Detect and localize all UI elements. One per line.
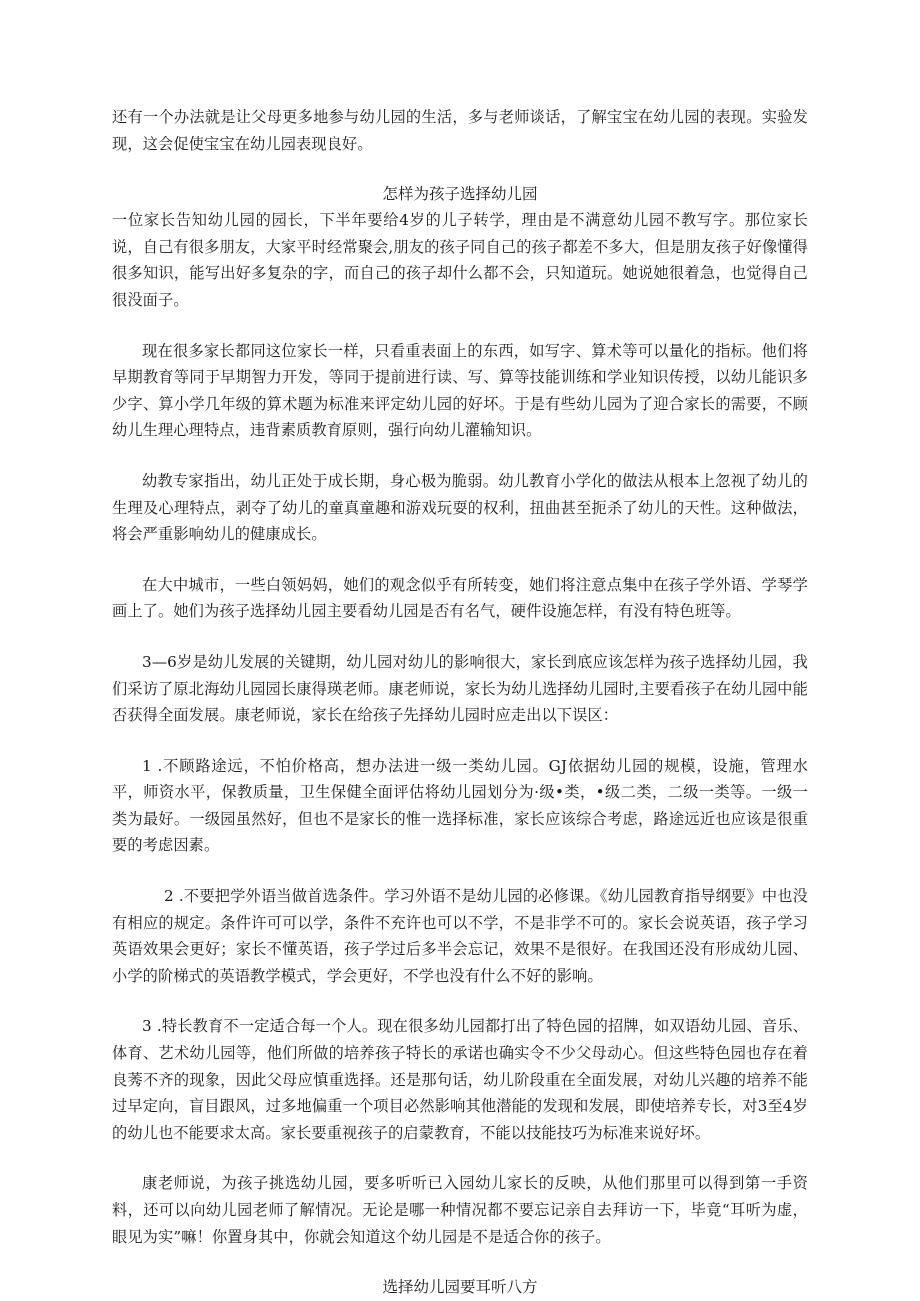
- intro-paragraph: 还有一个办法就是让父母更多地参与幼儿园的生活，多与老师谈话，了解宝宝在幼儿园的表现。实验发现，这会促使宝宝在幼儿园表现良好。: [112, 108, 808, 153]
- list-item-3: 3 .特长教育不一定适合每一个人。现在很多幼儿园都打出了特色园的招牌，如双语幼儿园、音乐、体育、艺术幼儿园等，他们所做的培养孩子特长的承诺也确实令不少父母动心。但这些特色园也存在着良莠不齐的现象，因此父母应慎重选择。还是那句话，幼儿阶段重在全面发展，对幼儿兴趣的培养不能过早定向，盲目跟风，过多地偏重一个项目必然影响其他潜能的发现和发展，即使培养专长，对3至4岁的幼儿也不能要求太高。家长要重视孩子的启蒙教育，不能以技能技巧为标准来说好坏。: [112, 1017, 808, 1142]
- list-item-1: 1 .不顾路途远，不怕价格高，想办法进一级一类幼儿园。GJ依据幼儿园的规模，设施，管理水平，师资水平，保教质量，卫生保健全面评估将幼儿园划分为·级•类，•级二类，二级一类等。一级一类为最好。一级园虽然好，但也不是家长的惟一选择标准，家长应该综合考虑，路途远近也应该是很重要的考虑因素。: [112, 756, 808, 855]
- paragraph-key-period: 3—6岁是幼儿发展的关键期，幼儿园对幼儿的影响很大，家长到底应该怎样为孩子选择幼儿园，我们采访了原北海幼儿园园长康得瑛老师。康老师说，家长为幼儿选择幼儿园时,主要看孩子在幼儿园中能否获得全面发展。康老师说，家长在给孩子先择幼儿园时应走出以下误区：: [112, 652, 808, 725]
- paragraph-city-mothers: 在大中城市，一些白领妈妈，她们的观念似乎有所转变，她们将注意点集中在孩子学外语、学琴学画上了。她们为孩子选择幼儿园主要看幼儿园是否有名气，硬件设施怎样，有没有特色班等。: [112, 575, 808, 621]
- list-item-2: 2 .不要把学外语当做首选条件。学习外语不是幼儿园的必修课。《幼儿园教育指导纲要》中也没有相应的规定。条件许可可以学，条件不充许也可以不学，不是非学不可的。家长会说英语，孩子学习英语效果会更好；家长不懂英语，孩子学过后多半会忘记，效果不是很好。在我国还没有形成幼儿园、小学的阶梯式的英语教学模式，学会更好，不学也没有什么不好的影响。: [112, 887, 808, 985]
- paragraph-parent-story: 一位家长告知幼儿园的园长，下半年要给4岁的儿子转学，理由是不满意幼儿园不教写字。那位家长说，自己有很多朋友，大家平时经常聚会,朋友的孩子同自己的孩子都差不多大，但是朋友孩子好像懂得很多知识，能写出好多复杂的字，而自己的孩子却什么都不会，只知道玩。她说她很着急，也觉得自己很没面子。: [112, 211, 808, 309]
- paragraph-conclusion: 康老师说，为孩子挑选幼儿园，要多听听已入园幼儿家长的反映，从他们那里可以得到第一手资料，还可以向幼儿园老师了解情况。无论是哪一种情况都不要忘记亲自去拜访一下，毕竟“耳听为虚，眼见为实”嘛！你置身其中，你就会知道这个幼儿园是不是适合你的孩子。: [112, 1174, 808, 1246]
- paragraph-parents-focus: 现在很多家长都同这位家长一样，只看重表面上的东西，如写字、算术等可以量化的指标。他们将早期教育等同于早期智力开发，等同于提前进行读、写、算等技能训练和学业知识传授，以幼儿能识多少字、算小学几年级的算术题为标准来评定幼儿园的好坏。于是有些幼儿园为了迎合家长的需要，不顾幼儿生理心理特点，违背素质教育原则，强行向幼儿灌输知识。: [112, 341, 808, 440]
- article-title: 怎样为孩子选择幼儿园: [382, 185, 538, 204]
- document-page: [112, 104, 808, 1300]
- paragraph-expert-opinion: 幼教专家指出，幼儿正处于成长期，身心极为脆弱。幼儿教育小学化的做法从根本上忽视了幼儿的生理及心理特点，剥夺了幼儿的童真童趣和游戏玩耍的权利，扭曲甚至扼杀了幼儿的天性。这种做法，将会严重影响幼儿的健康成长。: [112, 471, 808, 544]
- next-section-title: 选择幼儿园要耳听八方: [382, 1278, 538, 1297]
